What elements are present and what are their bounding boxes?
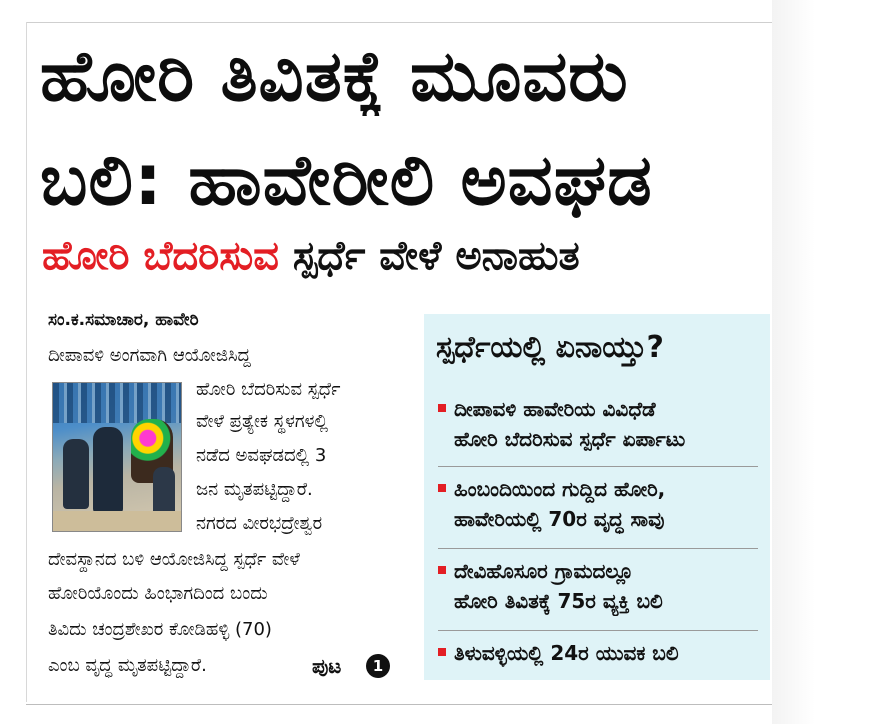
sidebar-item-line-1	[438, 474, 758, 504]
photo-person	[63, 439, 89, 509]
sidebar-item	[438, 638, 758, 668]
photo-person	[93, 427, 123, 513]
sidebar-box	[424, 314, 770, 680]
sidebar-item-text: ತಿಳುವಳ್ಳಿಯಲ್ಲಿ 24ರ ಯುವಕ ಬಲಿ	[454, 641, 679, 665]
sidebar-item-text: ದೇವಿಹೊಸೂರ ಗ್ರಾಮದಲ್ಲೂ	[454, 559, 634, 583]
body-line: ನಗರದ ವೀರಭದ್ರೇಶ್ವರ	[196, 513, 323, 534]
byline: ಸಂ.ಕ.ಸಮಾಚಾರ, ಹಾವೇರಿ	[48, 310, 199, 330]
sidebar-divider	[438, 466, 758, 467]
bullet-icon	[438, 484, 446, 492]
page-edge	[26, 22, 772, 23]
body-line: ಹೋರಿಯೊಂದು ಹಿಂಭಾಗದಿಂದ ಬಂದು	[48, 583, 268, 604]
body-line: ಜನ ಮೃತಪಟ್ಟಿದ್ದಾರೆ.	[196, 479, 313, 500]
body-line: ನಡೆದ ಅವಘಡದಲ್ಲಿ 3	[196, 445, 327, 466]
sidebar-divider	[438, 630, 758, 631]
page-shadow	[772, 0, 880, 724]
body-line: ಹೋರಿ ಬೆದರಿಸುವ ಸ್ಪರ್ಧೆ	[196, 379, 341, 400]
sidebar-item-line-2: ಹಾವೇರಿಯಲ್ಲಿ 70ರ ವೃದ್ಧ ಸಾವು	[454, 507, 665, 531]
sidebar-item-line-1	[438, 394, 758, 424]
sidebar-divider	[438, 548, 758, 549]
body-line: ವೇಳೆ ಪ್ರತ್ಯೇಕ ಸ್ಥಳಗಳಲ್ಲಿ	[196, 411, 329, 432]
headline-line-1: ಹೋರಿ ತಿವಿತಕ್ಕೆ ಮೂವರು	[40, 36, 629, 116]
photo-crowd	[53, 383, 182, 423]
sidebar-title: ಸ್ಪರ್ಧೆಯಲ್ಲಿ ಏನಾಯ್ತು?	[436, 330, 664, 365]
sidebar-item-text: ದೀಪಾವಳಿ ಹಾವೇರಿಯ ವಿವಿಧೆಡೆ	[454, 397, 656, 421]
sidebar-item-line-2: ಹೋರಿ ತಿವಿತಕ್ಕೆ 75ರ ವ್ಯಕ್ತಿ ಬಲಿ	[454, 589, 663, 613]
sidebar-item-text: ಹಿಂಬಂದಿಯಿಂದ ಗುದ್ದಿದ ಹೋರಿ,	[454, 477, 666, 501]
sidebar-item	[438, 556, 758, 616]
sidebar-item	[438, 474, 758, 534]
bullet-icon	[438, 648, 446, 656]
page-bottom-edge	[26, 704, 772, 705]
body-line: ದೇವಸ್ಥಾನದ ಬಳಿ ಆಯೋಜಿಸಿದ್ದ ಸ್ಪರ್ಧೆ ವೇಳೆ	[48, 549, 300, 570]
continued-label: ಪುಟ	[312, 654, 342, 678]
subheadline	[42, 230, 770, 282]
sidebar-item-line-1	[438, 638, 758, 668]
sidebar-item	[438, 394, 758, 454]
photo-ground	[53, 511, 182, 532]
subheadline-black-part: ಸ್ಪರ್ಧೆ ವೇಳೆ ಅನಾಹುತ	[292, 233, 580, 279]
continued-page-number: 1	[366, 654, 390, 678]
sidebar-item-line-1	[438, 556, 758, 586]
headline-line-2: ಬಲಿ: ಹಾವೇರೀಲಿ ಅವಘಡ	[40, 140, 653, 220]
subheadline-red-part: ಹೋರಿ ಬೆದರಿಸುವ	[42, 233, 279, 279]
news-photo	[52, 382, 182, 532]
body-line: ತಿವಿದು ಚಂದ್ರಶೇಖರ ಕೋಡಿಹಳ್ಳಿ (70)	[48, 619, 272, 640]
bullet-icon	[438, 566, 446, 574]
bullet-icon	[438, 404, 446, 412]
body-line: ಎಂಬ ವೃದ್ಧ ಮೃತಪಟ್ಟಿದ್ದಾರೆ.	[48, 655, 207, 676]
sidebar-item-line-2: ಹೋರಿ ಬೆದರಿಸುವ ಸ್ಪರ್ಧೆ ಏರ್ಪಾಟು	[454, 427, 686, 451]
body-line: ದೀಪಾವಳಿ ಅಂಗವಾಗಿ ಆಯೋಜಿಸಿದ್ದ	[48, 345, 251, 366]
page-edge	[26, 22, 27, 702]
